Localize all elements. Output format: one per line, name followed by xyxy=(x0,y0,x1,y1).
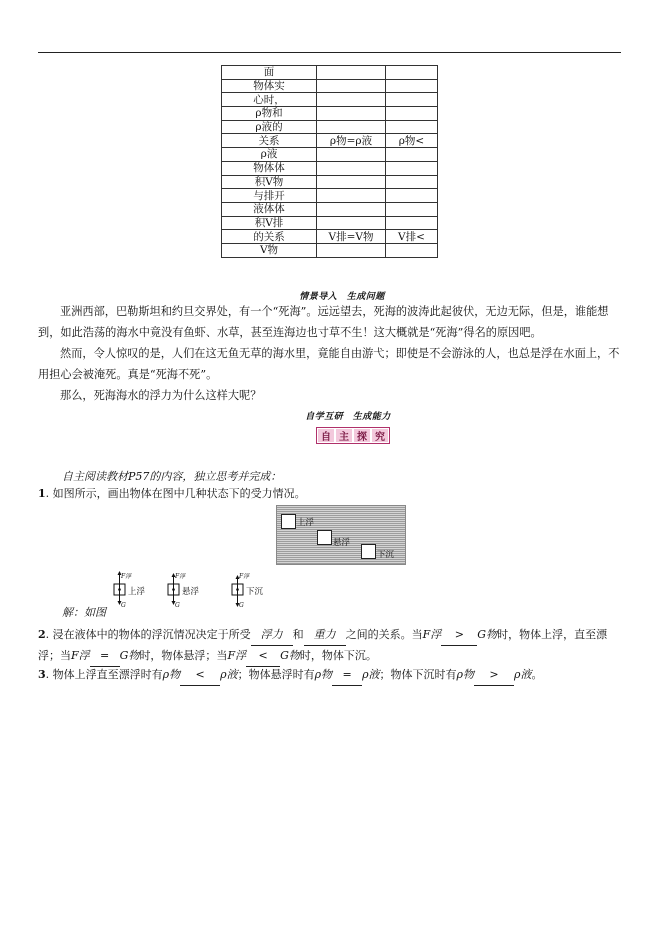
table-cell: ρ物和 xyxy=(222,107,317,121)
q2-text-5: 时，物体悬浮；当 xyxy=(139,649,228,662)
section-caption-selfstudy: 自学互研 生成能力 xyxy=(305,412,391,422)
table-row xyxy=(222,230,438,244)
q2-text-4: 时，物体上浮，直至漂浮；当 xyxy=(38,628,608,662)
force-diagram-up xyxy=(108,571,164,611)
answer-compare-3: > xyxy=(474,665,514,686)
symbol-f: F浮 xyxy=(71,649,90,662)
table-cell xyxy=(386,175,438,189)
table-cell: 积V排 xyxy=(222,216,317,230)
table-cell xyxy=(317,120,386,134)
table-cell: 液体体 xyxy=(222,202,317,216)
q2-text-3: 之间的关系。当 xyxy=(345,628,423,641)
force-diagram-sink xyxy=(226,571,282,611)
table-cell xyxy=(317,243,386,257)
table-cell: 物体实 xyxy=(222,79,317,93)
badge-char: 主 xyxy=(336,429,352,442)
table-row xyxy=(222,79,438,93)
table-row xyxy=(222,66,438,80)
paragraph-3: 那么，死海海水的浮力为什么这样大呢？ xyxy=(60,389,262,402)
table-cell xyxy=(386,243,438,257)
table-cell: 积V物 xyxy=(222,175,317,189)
gravity-label: G xyxy=(239,602,244,609)
table-cell: 的关系 xyxy=(222,230,317,244)
table-cell: 物体体 xyxy=(222,161,317,175)
symbol-rho-object: ρ物 xyxy=(314,668,333,681)
table-cell: ρ物< xyxy=(386,134,438,148)
table-cell: 关系 xyxy=(222,134,317,148)
table-cell xyxy=(386,66,438,80)
table-cell xyxy=(386,216,438,230)
symbol-rho-object: ρ物 xyxy=(456,668,474,681)
table-cell xyxy=(386,189,438,203)
table-row xyxy=(222,189,438,203)
question-number: 2 xyxy=(38,628,46,641)
table-cell xyxy=(386,107,438,121)
symbol-rho-object: ρ物 xyxy=(162,668,181,681)
table-cell xyxy=(317,175,386,189)
table-cell xyxy=(317,216,386,230)
table-row xyxy=(222,175,438,189)
q2-text-2: 和 xyxy=(292,628,304,641)
table-cell xyxy=(386,148,438,162)
object-sinking xyxy=(361,544,376,559)
table-row xyxy=(222,161,438,175)
force-diagram-suspend xyxy=(162,571,218,611)
table-row xyxy=(222,202,438,216)
buoyancy-label: F浮 xyxy=(239,573,250,580)
symbol-g: G物 xyxy=(280,649,300,662)
q2-text-1: 浸在液体中的物体的浮沉情况决定于所受 xyxy=(52,628,251,641)
badge-char: 究 xyxy=(372,429,388,442)
symbol-g: G物 xyxy=(119,649,140,662)
answer-gravity: 重力 xyxy=(304,625,346,646)
table-cell xyxy=(317,202,386,216)
symbol-rho-liquid: ρ液 xyxy=(362,668,380,681)
table-cell xyxy=(317,93,386,107)
comparison-table xyxy=(221,65,438,258)
gravity-label: G xyxy=(121,602,126,609)
label-up: 上浮 xyxy=(128,587,146,597)
table-cell: V排=V物 xyxy=(317,230,386,244)
top-rule xyxy=(38,52,621,53)
table-cell xyxy=(317,189,386,203)
solution-label: 解：如图 xyxy=(62,606,106,619)
table-cell xyxy=(386,161,438,175)
table-cell xyxy=(386,93,438,107)
label-suspend: 悬浮 xyxy=(333,538,351,548)
answer-compare-2: = xyxy=(90,646,120,667)
question-1: 1. 如图所示，画出物体在图中几种状态下的受力情况。 xyxy=(38,487,306,500)
answer-buoyancy: 浮力 xyxy=(251,625,293,646)
table-row xyxy=(222,93,438,107)
table-cell: ρ物=ρ液 xyxy=(317,134,386,148)
object-suspended xyxy=(317,530,332,545)
table-cell: ρ液的 xyxy=(222,120,317,134)
table-cell: 与排开 xyxy=(222,189,317,203)
q3-text-2: ；物体悬浮时有 xyxy=(237,668,315,681)
label-up: 上浮 xyxy=(297,518,315,528)
gravity-label: G xyxy=(175,602,180,609)
label-sink: 下沉 xyxy=(377,550,395,560)
label-sink: 下沉 xyxy=(246,587,264,597)
table-row xyxy=(222,134,438,148)
table-cell xyxy=(317,107,386,121)
table-cell xyxy=(317,66,386,80)
question-3: 3. 物体上浮直至漂浮时有ρ物 < ρ液；物体悬浮时有ρ物 = ρ液；物体下沉时有ρ物 > ρ液。 xyxy=(38,665,628,686)
table-cell xyxy=(317,148,386,162)
table-cell: V排< xyxy=(386,230,438,244)
instruction-text: 自主阅读教材P57的内容，独立思考并完成： xyxy=(62,470,282,483)
table-cell xyxy=(386,79,438,93)
buoyancy-label: F浮 xyxy=(175,573,186,580)
table-cell xyxy=(317,79,386,93)
q3-text-3: ；物体下沉时有 xyxy=(379,668,457,681)
badge-char: 探 xyxy=(354,429,370,442)
q2-text-6: 时，物体下沉。 xyxy=(299,649,377,662)
q3-text-1: 物体上浮直至漂浮时有 xyxy=(52,668,163,681)
paragraph-1: 亚洲西部，巴勒斯坦和约旦交界处，有一个“死海”。远远望去，死海的波涛此起彼伏，无边无际，但是，谁能想到，如此浩荡的海水中竟没有鱼虾、水草，甚至连海边也寸草不生！这大概就是“死海”得名的原因吧。 xyxy=(38,305,609,339)
paragraph-2: 然而，令人惊叹的是，人们在这无鱼无草的海水里，竟能自由游弋；即使是不会游泳的人，也总是浮在水面上，不用担心会被淹死。真是“死海不死”。 xyxy=(38,347,620,381)
object-floating-up xyxy=(281,514,296,529)
symbol-f: F浮 xyxy=(227,649,247,662)
answer-compare-1: < xyxy=(180,665,220,686)
question-number: 3 xyxy=(38,668,46,681)
badge-char: 自 xyxy=(318,429,334,442)
answer-compare-3: < xyxy=(246,646,280,667)
table-row xyxy=(222,243,438,257)
question-number: 1 xyxy=(38,487,46,500)
table-row xyxy=(222,148,438,162)
answer-compare-1: > xyxy=(441,625,477,646)
self-study-badge xyxy=(316,427,390,444)
question-2: 2. 浸在液体中的物体的浮沉情况决定于所受 浮力 和 重力 之间的关系。当F浮 > G物时，物体上浮，直至漂浮；当F浮 = G物时，物体悬浮；当F浮 < G物时，物体下沉。 xyxy=(38,625,628,667)
question-text: 如图所示，画出物体在图中几种状态下的受力情况。 xyxy=(52,487,306,500)
buoyancy-label: F浮 xyxy=(121,573,132,580)
section-caption-scenario: 情景导入 生成问题 xyxy=(299,292,385,302)
table-cell: 心时， xyxy=(222,93,317,107)
symbol-f: F浮 xyxy=(422,628,442,641)
table-cell: ρ液 xyxy=(222,148,317,162)
table-cell: 面 xyxy=(222,66,317,80)
answer-compare-2: = xyxy=(332,665,362,686)
table-cell xyxy=(386,202,438,216)
table-row xyxy=(222,216,438,230)
table-cell xyxy=(317,161,386,175)
table-row xyxy=(222,107,438,121)
table-cell xyxy=(386,120,438,134)
water-diagram xyxy=(276,505,406,565)
symbol-rho-liquid: ρ液 xyxy=(220,668,238,681)
symbol-rho-liquid: ρ液 xyxy=(514,668,532,681)
symbol-g: G物 xyxy=(477,628,498,641)
label-suspend: 悬浮 xyxy=(182,587,200,597)
q3-end: 。 xyxy=(531,668,543,681)
table-row xyxy=(222,120,438,134)
table-cell: V物 xyxy=(222,243,317,257)
